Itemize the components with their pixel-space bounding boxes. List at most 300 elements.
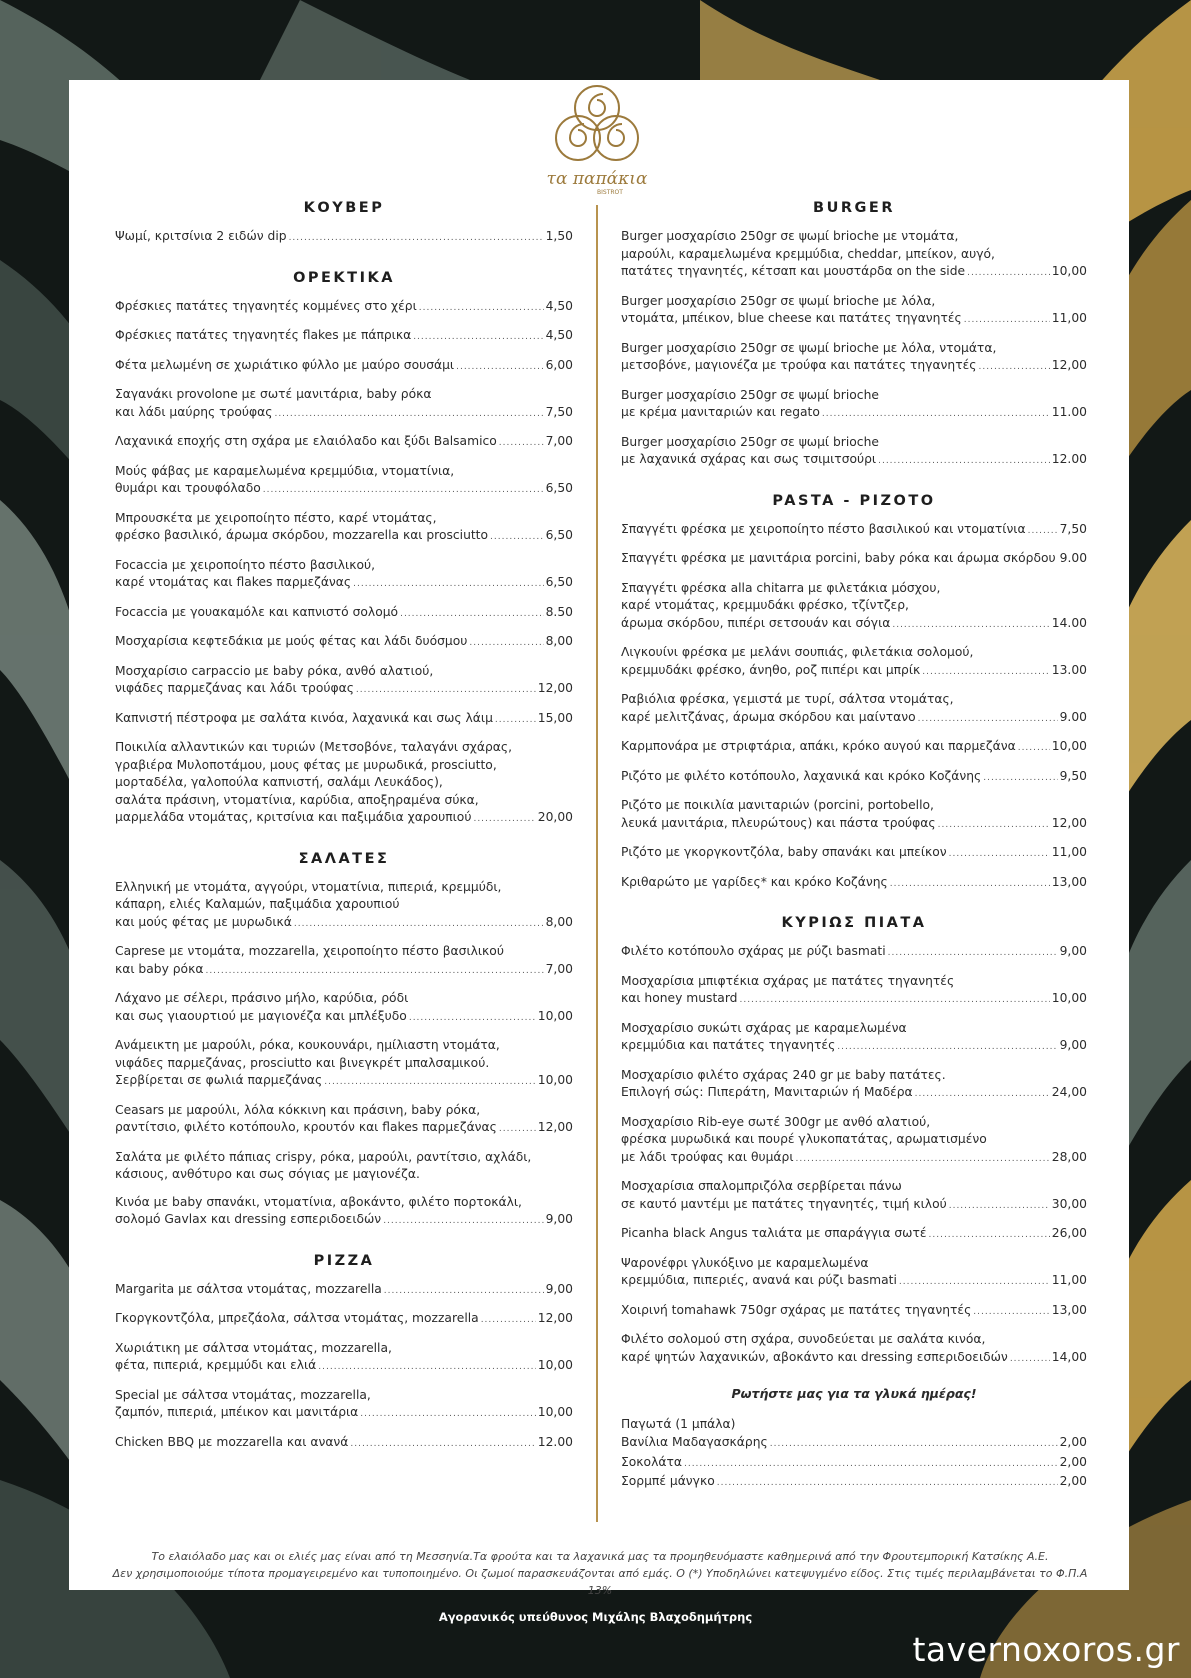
dot-leader [205, 963, 543, 981]
menu-section [115, 839, 573, 1231]
menu-item [115, 1310, 573, 1330]
menu-item-price: 7,00 [545, 434, 573, 448]
menu-item-line: Ραβιόλια φρέσκα, γεμιστά με τυρί, σάλτσα ντομάτας, [621, 692, 954, 706]
menu-item-price: 4,50 [545, 298, 573, 313]
dot-leader [495, 712, 536, 730]
dot-leader [289, 230, 544, 248]
menu-item-price: 9.00 [1059, 709, 1087, 724]
menu-item-line: Burger μοσχαρίσιο 250gr σε ψωμί brioche με λόλα, ντομάτα, [621, 340, 997, 355]
dot-leader [473, 811, 535, 829]
menu-item-price: 4,50 [545, 328, 573, 342]
dot-leader [384, 1283, 544, 1301]
menu-item-price-row [115, 357, 573, 377]
menu-item-price-row [115, 404, 573, 424]
menu-section [115, 258, 573, 829]
menu-item-line: Μοσχαρίσια σπαλομπριζόλα σερβίρεται πάνω [621, 1179, 902, 1193]
menu-item [115, 386, 573, 423]
menu-item-price-row [621, 738, 1087, 758]
dot-leader [739, 992, 1049, 1010]
menu-item-line: Σερβίρεται σε φωλιά παρμεζάνας [115, 1073, 323, 1087]
menu-item-line: σολομό Gavlax και dressing εσπεριδοειδών [115, 1212, 382, 1226]
dot-leader [964, 312, 1050, 330]
menu-item-line: Focaccia με γουακαμόλε και καπνιστό σολομό [115, 604, 399, 619]
dot-leader [949, 846, 1050, 864]
menu-item-line: Μοσχαρίσια μπιφτέκια σχάρας με πατάτες τηγανητές [621, 973, 955, 988]
menu-item-price-row [621, 662, 1087, 682]
dot-leader [318, 1359, 536, 1377]
menu-item-line: Μοσχαρίσιο συκώτι σχάρας με καραμελωμένα [621, 1020, 907, 1035]
menu-item-price-row [621, 1434, 1087, 1454]
menu-item-price-row [621, 1349, 1087, 1369]
menu-item-price-row [115, 1404, 573, 1424]
menu-item-line: Φέτα μελωμένη σε χωριάτικο φύλλο με μαύρο σουσάμι [115, 357, 455, 372]
menu-item [621, 228, 1087, 283]
dot-leader [770, 1436, 1058, 1454]
dot-leader [717, 1475, 1058, 1493]
menu-item [115, 228, 573, 248]
menu-item-line: Σαλάτα με φιλέτο πάπιας crispy, ρόκα, μαρούλι, ραντίτσιο, αχλάδι, [115, 1149, 532, 1164]
menu-item-price: 13,00 [1051, 1302, 1087, 1317]
menu-item [621, 1067, 1087, 1104]
menu-item [115, 1037, 573, 1092]
menu-item-price-row [621, 815, 1087, 835]
menu-item-price: 14,00 [1051, 1349, 1087, 1364]
menu-item-line: Γκοργκοντζόλα, μπρεζάολα, σάλτσα ντομάτας, mozzarella [115, 1311, 479, 1325]
dot-leader [383, 1213, 543, 1231]
menu-item-price-row [115, 298, 573, 318]
section-title: ΚΥΡΙΩΣ ΠΙΑΤΑ [781, 915, 927, 931]
dot-leader [796, 1151, 1050, 1169]
menu-item [621, 874, 1087, 894]
menu-item-line: Επιλογή σώς: Πιπεράτη, Μανιταριών ή Μαδέρα [621, 1085, 913, 1099]
dot-leader [324, 1074, 536, 1092]
menu-item-price: 6,50 [545, 528, 573, 542]
menu-item-line: Ψωμί, κριτσίνια 2 ειδών dip [115, 229, 287, 243]
section-title: ΟΡΕΚΤΙΚΑ [293, 269, 395, 286]
menu-item-line: κρεμμύδια και πατάτες τηγανητές [621, 1038, 836, 1052]
menu-item-price: 12,00 [537, 1311, 573, 1325]
menu-item-line: μαρμελάδα ντομάτας, κριτσίνια και παξιμάδια χαρουπιού [115, 810, 472, 824]
menu-item-price: 10,00 [1051, 264, 1087, 278]
menu-item-line: και honey mustard [621, 991, 738, 1005]
menu-item [621, 1225, 1087, 1245]
menu-item-price-row [621, 943, 1087, 963]
menu-item-price-row [115, 228, 573, 248]
menu-item-price-row [115, 327, 573, 347]
menu-item-line: κάσιους, ανθότυρο και σως σόγιας με μαγιονέζα. [115, 1167, 420, 1181]
menu-item-price: 11,00 [1051, 311, 1087, 325]
menu-item-price-row [621, 768, 1087, 788]
menu-item-price: 7,00 [545, 961, 573, 976]
menu-item [115, 510, 573, 547]
menu-item-price: 26,00 [1051, 1226, 1087, 1240]
menu-item-price-row [115, 527, 573, 547]
menu-item-line: άρωμα σκόρδου, πιπέρι σετσουάν και σόγια [621, 615, 891, 630]
section-title: PIZZA [313, 1252, 375, 1269]
menu-item-price-row [621, 990, 1087, 1010]
dot-leader [929, 1227, 1050, 1245]
menu-item [621, 1454, 1087, 1474]
menu-item-line: κρεμμύδια, πιπεριές, ανανά και ρύζι basmati [621, 1273, 897, 1287]
menu-item-line: με κρέμα μανιταριών και regato [621, 405, 820, 419]
dot-leader [899, 1274, 1050, 1292]
menu-item [621, 521, 1087, 541]
menu-item-price-row [621, 1196, 1087, 1216]
menu-item-price-row [115, 633, 573, 653]
menu-section [621, 200, 1087, 471]
menu-item-price: 10,00 [1051, 739, 1087, 753]
menu-item-price-row [621, 310, 1087, 330]
menu-item-price-row [115, 1281, 573, 1301]
menu-item-price: 13.00 [1051, 662, 1087, 677]
menu-item-price-row [115, 914, 573, 934]
menu-item-price: 20,00 [537, 810, 573, 824]
menu-item-line: ραντίτσιο, φιλέτο κοτόπουλο, κρουτόν και flakes παρμεζάνας [115, 1120, 497, 1134]
menu-item [115, 1340, 573, 1377]
menu-item [621, 340, 1087, 377]
dessert-note: Ρωτήστε μας για τα γλυκά ημέρας! [731, 1386, 977, 1401]
menu-item [621, 738, 1087, 758]
menu-item-line: Μοσχαρίσια κεφτεδάκια με μούς φέτας και λάδι δυόσμου [115, 634, 468, 648]
dot-leader [1010, 1351, 1050, 1369]
menu-item [115, 710, 573, 730]
menu-item [115, 1434, 573, 1454]
website-watermark: tavernoxoros.gr [912, 1630, 1180, 1669]
menu-item [115, 1387, 573, 1424]
menu-item-line: και λάδι μαύρης τρούφας [115, 404, 273, 419]
menu-item-line: Focaccia με χειροποίητο πέστο βασιλικού, [115, 557, 375, 572]
menu-item-line: Φρέσκιες πατάτες τηγανητές flakes με πάπρικα [115, 328, 412, 342]
dot-leader [1018, 740, 1050, 758]
menu-item-line: Burger μοσχαρίσιο 250gr σε ψωμί brioche με λόλα, [621, 293, 936, 308]
menu-item [115, 1149, 573, 1184]
menu-item [115, 557, 573, 594]
dot-leader [983, 770, 1057, 788]
dot-leader [356, 682, 536, 700]
menu-item-line: σε καυτό μαντέμι με πατάτες τηγανητές, τιμή κιλού [621, 1196, 947, 1211]
menu-item-price-row [115, 1357, 573, 1377]
menu-item-line: Σαγανάκι provolone με σωτέ μανιτάρια, baby ρόκα [115, 387, 432, 401]
menu-item-price-row [115, 604, 573, 624]
menu-item [621, 1020, 1087, 1057]
menu-item-line: πατάτες τηγανητές, κέτσαπ και μουστάρδα on the side [621, 264, 966, 278]
menu-item [621, 768, 1087, 788]
menu-item-price-row [115, 809, 573, 829]
menu-item [621, 550, 1087, 570]
menu-item-price: 2,00 [1059, 1435, 1087, 1449]
dot-leader [499, 435, 544, 453]
menu-item [621, 644, 1087, 681]
menu-item [115, 633, 573, 653]
menu-item-line: Λάχανο με σέλερι, πράσινο μήλο, καρύδια, ρόδι [115, 991, 409, 1005]
menu-item-line: θυμάρι και τρουφόλαδο [115, 481, 261, 495]
menu-item-line: Chicken BBQ με mozzarella και ανανά [115, 1434, 349, 1449]
footer-notes [100, 1548, 1100, 1599]
menu-item-line: Μούς φάβας με καραμελωμένα κρεμμύδια, ντοματίνια, [115, 463, 455, 478]
menu-item-price: 6,50 [545, 575, 573, 589]
dot-leader [413, 329, 543, 347]
menu-item-price: 8.50 [545, 604, 573, 619]
right-column [621, 200, 1087, 1493]
menu-item-line: Βανίλια Μαδαγασκάρης [621, 1435, 768, 1449]
menu-item [621, 1178, 1087, 1215]
menu-item-price-row [115, 1310, 573, 1330]
menu-item-price-row [621, 404, 1087, 424]
menu-item-price-row [115, 1119, 573, 1139]
dot-leader [481, 1312, 536, 1330]
menu-item [115, 1194, 573, 1231]
menu-item-price-row [621, 1037, 1087, 1057]
menu-item-price-row [621, 1454, 1087, 1474]
menu-item-price-row [115, 433, 573, 453]
menu-item [621, 1473, 1087, 1493]
restaurant-logo [542, 70, 652, 200]
menu-item-price: 12,00 [537, 1120, 573, 1134]
menu-item-line: Μοσχαρίσιο Rib-eye σωτέ 300gr με ανθό αλατιού, [621, 1114, 931, 1129]
dot-leader [353, 576, 543, 594]
menu-item-line: Σορμπέ μάνγκο [621, 1474, 715, 1488]
menu-item-line: Χωριάτικη με σάλτσα ντομάτας, mozzarella, [115, 1340, 392, 1355]
menu-item-line: νιφάδες παρμεζάνας, prosciutto και βινεγκρέτ μπαλσαμικού. [115, 1055, 490, 1070]
menu-item [621, 844, 1087, 864]
menu-item-price: 24,00 [1051, 1085, 1087, 1099]
menu-item [115, 1102, 573, 1139]
menu-item [115, 990, 573, 1027]
dot-leader [274, 406, 543, 424]
menu-item-price-row [621, 1225, 1087, 1245]
menu-item-line: Ποικιλία αλλαντικών και τυριών (Μετσοβόνε, ταλαγάνι σχάρας, [115, 740, 513, 754]
menu-item-price-row [621, 844, 1087, 864]
menu-item-line: και μούς φέτας με μυρωδικά [115, 914, 292, 929]
menu-item-price-row [115, 680, 573, 700]
dot-leader [469, 635, 543, 653]
menu-item-line: Κριθαρώτο με γαρίδες* και κρόκο Κοζάνης [621, 874, 888, 889]
menu-item-line: Ceasars με μαρούλι, λόλα κόκκινη και πράσινη, baby ρόκα, [115, 1102, 481, 1117]
dot-leader [294, 916, 544, 934]
dot-leader [1028, 523, 1058, 541]
menu-item-price-row [621, 874, 1087, 894]
menu-item [621, 434, 1087, 471]
menu-item-price: 7,50 [1059, 521, 1087, 536]
section-title: BURGER [813, 200, 895, 216]
menu-item-price: 9,00 [1059, 1038, 1087, 1052]
menu-item-price: 12,00 [537, 681, 573, 695]
menu-item-line: καρέ ψητών λαχανικών, αβοκάντο και dressing εσπεριδοειδών [621, 1349, 1008, 1364]
menu-item-price: 6,50 [545, 481, 573, 495]
menu-item-line: ντομάτα, μπέικον, blue cheese και πατάτες τηγανητές [621, 311, 962, 325]
menu-item-line: Σπαγγέτι φρέσκα με χειροποίητο πέστο βασιλικού και ντοματίνια [621, 521, 1026, 536]
menu-item-line: νιφάδες παρμεζάνας και λάδι τρούφας [115, 681, 354, 695]
menu-item-price: 8,00 [545, 634, 573, 648]
menu-item-line: Φιλέτο κοτόπουλο σχάρας με ρύζι basmati [621, 944, 886, 958]
menu-item-line: Burger μοσχαρίσιο 250gr σε ψωμί brioche [621, 387, 879, 402]
menu-item-price-row [621, 1084, 1087, 1104]
menu-item-price: 12,00 [1051, 815, 1087, 830]
menu-item-line: Ψαρονέφρι γλυκόξινο με καραμελωμένα [621, 1255, 869, 1270]
dot-leader [918, 711, 1058, 729]
menu-item-price-row [621, 1149, 1087, 1169]
dot-leader [822, 406, 1050, 424]
menu-item-line: λευκά μανιτάρια, πλευρώτους) και πάστα τρούφας [621, 815, 936, 830]
menu-item-price: 11.00 [1051, 405, 1087, 419]
dot-leader [878, 453, 1050, 471]
column-divider [596, 205, 598, 1522]
menu-item-line: καρέ ντομάτας και flakes παρμεζάνας [115, 575, 352, 589]
menu-item-line: Burger μοσχαρίσιο 250gr σε ψωμί brioche [621, 434, 879, 449]
menu-item-price: 9,00 [1059, 944, 1087, 958]
menu-item-price-row [621, 451, 1087, 471]
menu-section [621, 903, 1087, 1368]
menu-item-price: 30,00 [1051, 1196, 1087, 1211]
menu-item-line: Μοσχαρίσιο carpaccio με baby ρόκα, ανθό αλατιού, [115, 663, 434, 678]
menu-item-price: 10,00 [537, 1008, 573, 1023]
menu-item-line: φρέσκο βασιλικό, άρωμα σκόρδου, mozzarella και prosciutto [115, 528, 489, 542]
menu-item-line: Ανάμεικτη με μαρούλι, ρόκα, κουκουνάρι, ημίλιαστη ντομάτα, [115, 1038, 500, 1052]
menu-section [115, 1241, 573, 1454]
menu-item-line: Picanha black Angus ταλιάτα με σπαράγγια σωτέ [621, 1226, 927, 1240]
dot-leader [967, 265, 1050, 283]
menu-item-price-row [115, 1008, 573, 1028]
menu-item-line: Κινόα με baby σπανάκι, ντοματίνια, αβοκάντο, φιλέτο πορτοκάλι, [115, 1194, 522, 1209]
menu-item-line: Margarita με σάλτσα ντομάτας, mozzarella [115, 1281, 382, 1296]
menu-item [115, 663, 573, 700]
menu-item-line: Σοκολάτα [621, 1454, 682, 1469]
menu-item-price: 10,00 [1051, 991, 1087, 1005]
menu-item [115, 298, 573, 318]
menu-item-line: με λάδι τρούφας και θυμάρι [621, 1149, 794, 1164]
menu-item-line: και baby ρόκα [115, 961, 204, 976]
menu-item-price: 11,00 [1051, 1273, 1087, 1287]
menu-item-line: γραβιέρα Μυλοποτάμου, μους φέτας με μυρωδικά, prosciutto, [115, 757, 497, 772]
logo-text: τα παπάκια [546, 169, 648, 189]
menu-item-price-row [115, 710, 573, 730]
menu-item-price-row [621, 521, 1087, 541]
menu-item-line: Ριζότο με φιλέτο κοτόπουλο, λαχανικά και κρόκο Κοζάνης [621, 768, 982, 783]
menu-item-price: 13,00 [1051, 874, 1087, 889]
menu-item-line: μαρούλι, καραμελωμένα κρεμμύδια, cheddar, μπείκον, αυγό, [621, 246, 995, 261]
menu-item-price: 7,50 [545, 404, 573, 419]
menu-item [621, 293, 1087, 330]
menu-section [621, 481, 1087, 894]
menu-item-price-row [621, 263, 1087, 283]
menu-item-line: μετσοβόνε, μαγιονέζα με τρούφα και πατάτες τηγανητές [621, 358, 977, 372]
menu-item-line: σαλάτα πράσινη, ντοματίνια, καρύδια, αποξηραμένα σύκα, [115, 792, 479, 807]
menu-item-price-row [621, 1272, 1087, 1292]
menu-item [115, 357, 573, 377]
menu-item-price-row [115, 480, 573, 500]
menu-item-price-row [621, 550, 1087, 570]
menu-item [621, 943, 1087, 963]
menu-item-line: Λαχανικά εποχής στη σχάρα με ελαιόλαδο και ξύδι Balsamico [115, 434, 497, 448]
section-title: ΚΟΥΒΕΡ [303, 200, 385, 216]
menu-item-price: 1,50 [545, 229, 573, 243]
menu-item-line: φέτα, πιπεριά, κρεμμύδι και ελιά [115, 1358, 317, 1372]
menu-item-line: Λιγκουίνι φρέσκα με μελάνι σουπιάς, φιλετάκια σολομού, [621, 645, 974, 659]
dot-leader [684, 1456, 1058, 1474]
menu-item [621, 1114, 1087, 1169]
menu-item [621, 797, 1087, 834]
menu-item-price-row [115, 1211, 573, 1231]
menu-item-price: 9,00 [545, 1212, 573, 1226]
menu-item-line: Χοιρινή tomahawk 750gr σχάρας με πατάτες τηγανητές [621, 1302, 972, 1317]
dot-leader [973, 1304, 1049, 1322]
dot-leader [350, 1436, 535, 1454]
menu-item-price: 14.00 [1051, 615, 1087, 630]
logo-subtext: BISTROT [597, 189, 623, 196]
menu-item-price: 28,00 [1051, 1149, 1087, 1164]
menu-item-price: 9,00 [545, 1281, 573, 1296]
menu-item-price-row [621, 1473, 1087, 1493]
dot-leader [938, 817, 1050, 835]
menu-item-line: Special με σάλτσα ντομάτας, mozzarella, [115, 1387, 371, 1402]
left-column [115, 200, 573, 1463]
menu-item-line: Μπρουσκέτα με χειροποίητο πέστο, καρέ ντομάτας, [115, 510, 437, 525]
menu-item [115, 739, 573, 829]
menu-item-price-row [115, 961, 573, 981]
menu-item [115, 1281, 573, 1301]
menu-item-price: 2,00 [1059, 1454, 1087, 1469]
menu-item [621, 387, 1087, 424]
menu-item-price: 11,00 [1051, 845, 1087, 859]
menu-item-price: 12.00 [1051, 452, 1087, 466]
section-title: PASTA - ΡΙΖΟΤΟ [772, 492, 936, 509]
dot-leader [263, 482, 544, 500]
menu-item [621, 691, 1087, 728]
menu-item-price: 10,00 [537, 1405, 573, 1419]
dot-leader [922, 664, 1050, 682]
menu-item-line: Καρμπονάρα με στριφτάρια, απάκι, κρόκο αυγού και παρμεζάνα [621, 739, 1016, 753]
dessert-heading: Παγωτά (1 μπάλα) [621, 1417, 736, 1431]
menu-item-price-row [621, 357, 1087, 377]
dot-leader [837, 1039, 1057, 1057]
menu-item-line: και σως γιαουρτιού με μαγιονέζα και μπλέξυδο [115, 1008, 407, 1023]
menu-item-line: Caprese με ντομάτα, mozzarella, χειροποίητο πέστο βασιλικού [115, 944, 504, 958]
menu-item-price: 10,00 [537, 1073, 573, 1087]
dot-leader [456, 359, 544, 377]
menu-item-price-row [621, 615, 1087, 635]
dot-leader [949, 1198, 1050, 1216]
menu-item-price: 9,50 [1059, 768, 1087, 783]
menu-item [621, 1434, 1087, 1454]
menu-item-price: 6,00 [545, 357, 573, 372]
menu-item-line: Ριζότο με γκοργκοντζόλα, baby σπανάκι και μπείκον [621, 845, 947, 859]
menu-item-price: 9.00 [1059, 551, 1088, 565]
menu-item [115, 463, 573, 500]
menu-item [115, 879, 573, 934]
menu-item-line: Καπνιστή πέστροφα με σαλάτα κινόα, λαχανικά και σως λάιμ [115, 710, 493, 725]
dot-leader [409, 1010, 536, 1028]
menu-item [115, 604, 573, 624]
menu-item-price-row [115, 574, 573, 594]
menu-item-price: 10,00 [537, 1358, 573, 1372]
menu-item [621, 580, 1087, 635]
menu-item-line: ζαμπόν, πιπεριά, μπέικον και μανιτάρια [115, 1405, 359, 1419]
menu-item [621, 1331, 1087, 1368]
dot-leader [499, 1121, 536, 1139]
menu-item [621, 1255, 1087, 1292]
dot-leader [915, 1086, 1050, 1104]
menu-item-line: Burger μοσχαρίσιο 250gr σε ψωμί brioche με ντομάτα, [621, 229, 959, 243]
menu-item-line: Φιλέτο σολομού στη σχάρα, συνοδεύεται με σαλάτα κινόα, [621, 1332, 986, 1346]
menu-item [115, 327, 573, 347]
menu-item-line: Ελληνική με ντομάτα, αγγούρι, ντοματίνια, πιπεριά, κρεμμύδι, [115, 879, 502, 894]
menu-item-line: κρεμμυδάκι φρέσκο, άνηθο, ροζ πιπέρι και μπρίκ [621, 662, 921, 677]
dot-leader [979, 359, 1050, 377]
dot-leader [419, 300, 544, 318]
footer-line-2: Δεν χρησιμοποιούμε τίποτα προμαγειρεμένο και τυποποιημένο. Οι ζωμοί παρασκευάζονται από εμάς. Ο (*) Υποδηλώνει κατεψυγμένο είδος. Στις τιμές περιλαμβάνεται το Φ.Π.Α 13% [112, 1567, 1088, 1597]
menu-item-price-row [621, 709, 1087, 729]
menu-item-line: καρέ ντομάτας, κρεμμυδάκι φρέσκο, τζίντζερ, [621, 598, 909, 612]
